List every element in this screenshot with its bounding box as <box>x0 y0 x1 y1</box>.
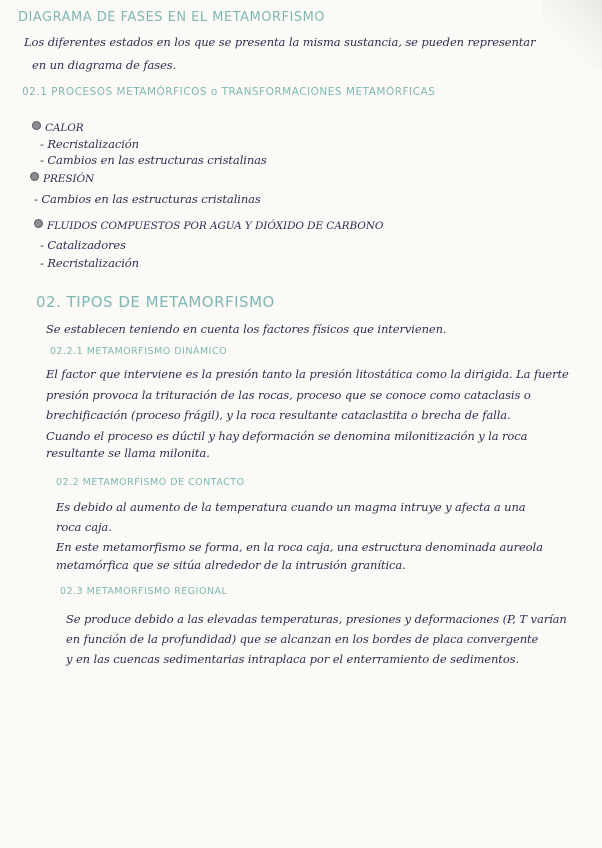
group-pressure-label: PRESIÓN <box>30 172 94 185</box>
dynamic-line-3: brechificación (proceso frágil), y la roca resultante cataclastita o brecha de falla. <box>46 408 511 422</box>
section1-heading: 02.1 PROCESOS METAMÓRFICOS o TRANSFORMACIONES METAMÓRFICAS <box>22 86 436 98</box>
contact-line-4: metamórfica que se sitúa alrededor de la intrusión granítica. <box>56 558 406 572</box>
group-heat-item-2: - Cambios en las estructuras cristalinas <box>40 153 267 167</box>
regional-line-2: en función de la profundidad) que se alcanzan en los bordes de placa convergente <box>66 632 539 646</box>
dynamic-line-4: Cuando el proceso es dúctil y hay deformación se denomina milonitización y la roca <box>46 429 528 443</box>
regional-line-1: Se produce debido a las elevadas temperaturas, presiones y deformaciones (P, T varían <box>66 612 567 626</box>
bullet-icon <box>32 121 41 130</box>
dynamic-line-5: resultante se llama milonita. <box>46 446 210 460</box>
regional-heading: 02.3 METAMORFISMO REGIONAL <box>60 586 228 597</box>
contact-line-2: roca caja. <box>56 520 112 534</box>
group-fluids-item-2: - Recristalización <box>40 256 139 270</box>
group-heat-label: CALOR <box>32 121 84 134</box>
bullet-icon <box>34 219 43 228</box>
page-corner-fold <box>542 0 602 70</box>
group-fluids-label: FLUIDOS COMPUESTOS POR AGUA Y DIÓXIDO DE CARBONO <box>34 219 383 232</box>
bullet-icon <box>30 172 39 181</box>
intro-line-1: Los diferentes estados en los que se presenta la misma sustancia, se pueden representar <box>24 35 536 49</box>
dynamic-line-2: presión provoca la trituración de las rocas, proceso que se conoce como cataclasis o <box>46 388 531 402</box>
section2-heading: 02. TIPOS DE METAMORFISMO <box>36 293 275 311</box>
intro-line-2: en un diagrama de fases. <box>32 58 177 72</box>
group-heat-item-1: - Recristalización <box>40 137 139 151</box>
dynamic-line-1: El factor que interviene es la presión tanto la presión litostática como la dirigida. La fuerte <box>46 367 569 381</box>
regional-line-3: y en las cuencas sedimentarias intraplaca por el enterramiento de sedimentos. <box>66 652 520 666</box>
group-pressure-item-1: - Cambios en las estructuras cristalinas <box>34 192 261 206</box>
contact-heading: 02.2 METAMORFISMO DE CONTACTO <box>56 477 245 488</box>
page-title: DIAGRAMA DE FASES EN EL METAMORFISMO <box>18 10 326 25</box>
group-fluids-item-1: - Catalizadores <box>40 238 126 252</box>
contact-line-3: En este metamorfismo se forma, en la roca caja, una estructura denominada aureola <box>56 540 543 554</box>
dynamic-heading: 02.2.1 METAMORFISMO DINÁMICO <box>50 346 228 357</box>
section2-intro: Se establecen teniendo en cuenta los factores físicos que intervienen. <box>46 322 447 336</box>
contact-line-1: Es debido al aumento de la temperatura cuando un magma intruye y afecta a una <box>56 500 526 514</box>
